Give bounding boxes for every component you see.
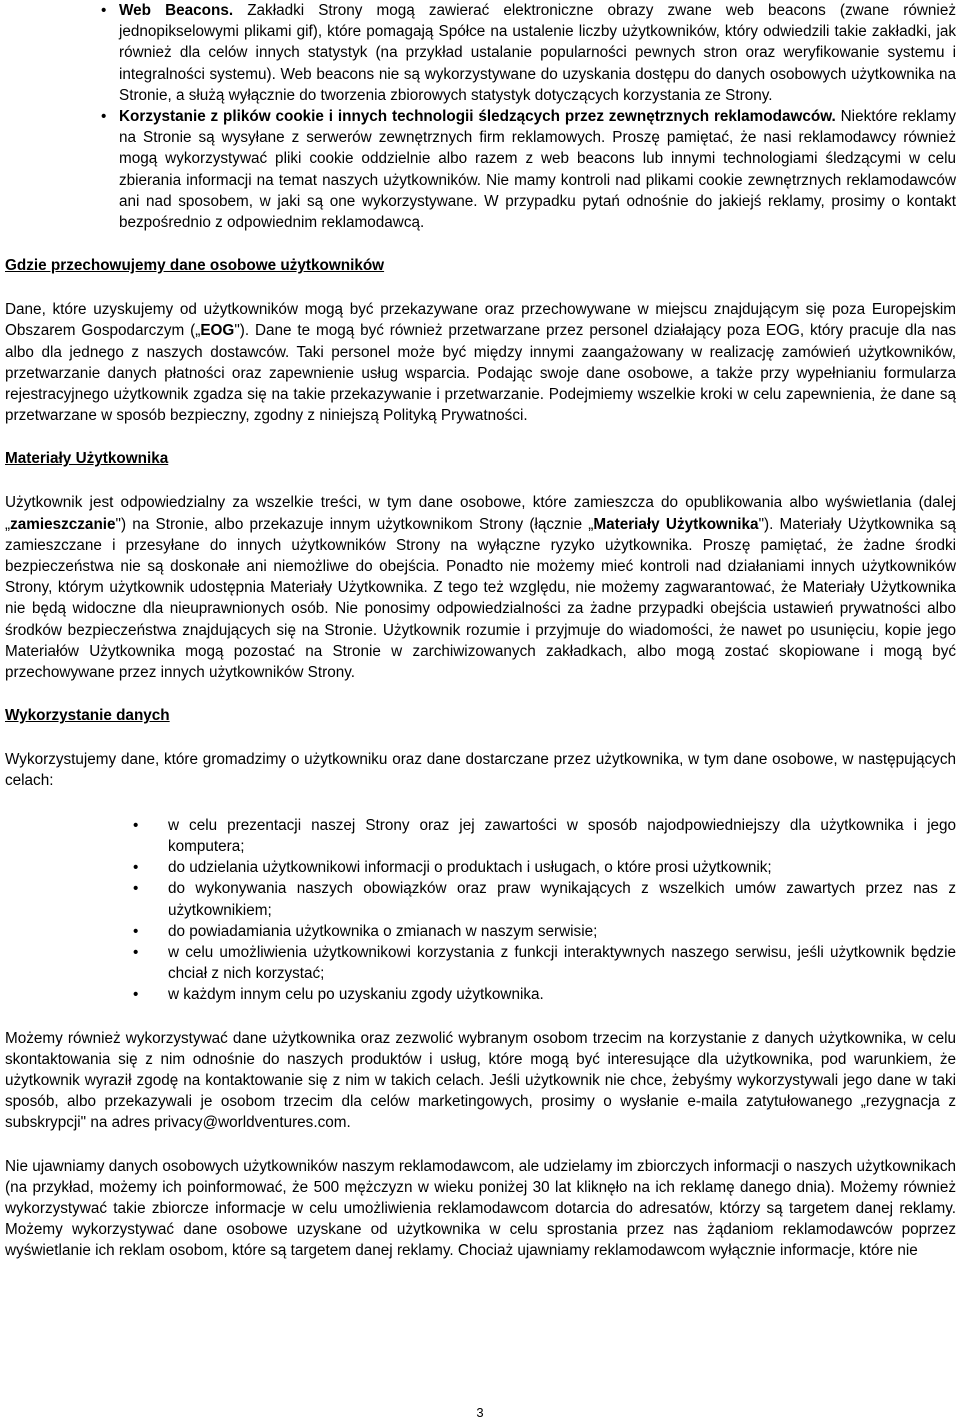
list-item	[5, 878, 956, 920]
bullet-icon: •	[133, 986, 139, 1004]
bullet-list-purposes	[5, 815, 956, 1006]
paragraph-marketing: Możemy również wykorzystywać dane użytkownika oraz zezwolić wybranym osobom trzecim na korzystanie z danych użytkownika, w celu skontaktowania się z nim odnośnie do naszych produktów i usług, które mogą być interesujące dla użytkownika, pod warunkiem, że użytkownik wyraził zgodę na kontaktowanie się z nim w takich celach. Jeśli użytkownik nie chce, żebyśmy wykorzystywali jego dane w taki sposób, albo przekazywali je osobom trzecim dla celów marketingowych, prosimy o wysłanie e-maila zatytułowanego „rezygnacja z subskrypcji" na adres privacy@worldventures.com.	[5, 1029, 956, 1132]
document-page	[5, 0, 956, 1262]
bullet-list-top	[5, 0, 956, 233]
list-item	[5, 942, 956, 984]
list-item-text: w celu prezentacji naszej Strony oraz jej zawartości w sposób najodpowiedniejszy dla użytkownika i jego komputera;	[168, 816, 956, 855]
paragraph-advertisers: Nie ujawniamy danych osobowych użytkowników naszym reklamodawcom, ale udzielamy im zbiorczych informacji o naszych użytkownikach (na przykład, możemy ich poinformować, że 500 mężczyzn w wieku poniżej 30 lat kliknęło na ich reklamę danego dnia). Możemy również wykorzystywać takie zbiorcze informacje w celu umożliwienia reklamodawcom dotarcia do adresatów, którzy są targetem danej reklamy. Możemy wykorzystywać dane osobowe uzyskane od użytkownika w celu sprostania przez nas żądaniom reklamodawców poprzez wyświetlanie ich reklam osobom, które są targetem danej reklamy. Chociaż ujawniamy reklamodawcom wyłącznie informacje, które nie	[5, 1157, 956, 1260]
list-item-text: w celu umożliwienia użytkownikowi korzystania z funkcji interaktywnych naszego serwisu, jeśli użytkownik będzie chciał z nich korzystać;	[168, 943, 956, 983]
list-item-text: do powiadamiania użytkownika o zmianach w naszym serwisie;	[168, 922, 598, 940]
paragraph-data-use-intro: Wykorzystujemy dane, które gromadzimy o użytkowniku oraz dane dostarczane przez użytkownika, w tym dane osobowe, w następujących celach:	[5, 751, 956, 790]
term-eog: EOG	[200, 322, 235, 340]
paragraph-text: "). Materiały Użytkownika są zamieszczane i przesyłane do innych użytkowników Strony na wyłączne ryzyko użytkownika. Proszę pamiętać, że żadne środki bezpieczeństwa nie są doskonałe ani niemożliwe do obejścia. Ponadto nie możemy mieć kontroli nad działaniami innych użytkowników Strony, którym użytkownik udostępnia Materiały Użytkownika. Z tego też względu, nie możemy zagwarantować, że Materiały Użytkownika nie będą widoczne dla nieuprawnionych osób. Nie ponosimy odpowiedzialności za żadne przypadki obejścia ustawień prywatności albo środków bezpieczeństwa znajdujących się na Stronie. Użytkownik rozumie i przyjmuje do wiadomości, że nawet po usunięciu, kopie jego Materiałów Użytkownika mogą pozostać na Stronie w zarchiwizowanych zakładkach, albo mogą zostać skopiowane i mogą być przechowywane przez innych użytkowników Strony.	[5, 515, 957, 682]
list-item	[5, 984, 956, 1005]
list-item-web-beacons	[5, 0, 956, 106]
paragraph-storage	[5, 299, 956, 426]
bullet-icon: •	[133, 816, 139, 834]
bullet-icon: •	[101, 2, 107, 19]
paragraph-user-materials	[5, 492, 956, 683]
list-item-lead: Web Beacons.	[119, 2, 234, 19]
list-item-lead: Korzystanie z plików cookie i innych technologii śledzących przez zewnętrznych reklamodawców.	[119, 108, 836, 126]
list-item	[5, 921, 956, 942]
term-materialy-uzytkownika: Materiały Użytkownika	[593, 515, 759, 533]
paragraph-text: ") na Stronie, albo przekazuje innym użytkownikom Strony (łącznie „	[115, 515, 594, 533]
list-item-text: Zakładki Strony mogą zawierać elektroniczne obrazy zwane web beacons (zwane również jednopikselowymi plikami gif), które pomagają Spółce na ustalenie liczby użytkowników, który odwiedzili takie zakładki, jak również dla celów innych statystyk (na przykład ustalanie popularności pewnych stron oraz weryfikowanie systemu i integralności systemu). Web beacons nie są wykorzystywane do uzyskania dostępu do danych osobowych użytkownika na Stronie, a służą wyłącznie do tworzenia zbiorowych statystyk dotyczących korzystania ze Strony.	[119, 2, 956, 104]
paragraph-text: Użytkownik jest odpowiedzialny za wszelkie treści, w tym dane osobowe, które zamieszcza do opublikowania albo wyświetlania (dalej „	[5, 494, 956, 533]
term-zamieszczanie: zamieszczanie	[10, 515, 116, 533]
section-heading-data-use: Wykorzystanie danych	[5, 707, 170, 725]
paragraph-text: Dane, które uzyskujemy od użytkowników mogą być przekazywane oraz przechowywane w miejscu znajdującym się poza Europejskim Obszarem Gospodarczym („	[5, 301, 956, 340]
page-number: 3	[476, 1405, 484, 1420]
list-item-third-party-cookies	[5, 106, 956, 233]
list-item	[5, 815, 956, 857]
bullet-icon: •	[133, 943, 139, 961]
list-item-text: do udzielania użytkownikowi informacji o produktach i usługach, o które prosi użytkownik;	[168, 859, 772, 877]
bullet-icon: •	[133, 922, 139, 940]
bullet-icon: •	[133, 880, 139, 898]
list-item-text: do wykonywania naszych obowiązków oraz praw wynikających z wszelkich umów zawartych przez nas z użytkownikiem;	[168, 880, 956, 919]
paragraph-text: "). Dane te mogą być również przetwarzane przez personel działający poza EOG, który pracuje dla nas albo dla jednego z naszych dostawców. Taki personel może być między innymi zaangażowany w realizację zamówień użytkowników, przetwarzanie danych płatności oraz zapewnienie usług wsparcia. Podając swoje dane osobowe, a także przy wypełnianiu formularza rejestracyjnego użytkownik zgadza się na takie przekazywanie i przetwarzanie. Podejmiemy wszelkie kroki w celu zapewnienia, że dane są przetwarzane w sposób bezpieczny, zgodny z niniejszą Polityką Prywatności.	[5, 322, 956, 425]
list-item-text: Niektóre reklamy na Stronie są wysyłane z serwerów zewnętrznych firm reklamowych. Proszę pamiętać, że nasi reklamodawcy również mogą wykorzystywać pliki cookie oddzielnie albo razem z web beacons lub innymi technologiami śledzącymi w celu zbierania informacji na temat naszych użytkowników. Nie mamy kontroli nad plikami cookie zewnętrznych reklamodawców ani nad sposobem, w jaki są one wykorzystywane. W przypadku pytań odnośnie do jakiejś reklamy, prosimy o kontakt bezpośrednio z odpowiednim reklamodawcą.	[119, 108, 956, 232]
list-item-text: w każdym innym celu po uzyskaniu zgody użytkownika.	[168, 986, 544, 1004]
bullet-icon: •	[101, 108, 107, 126]
section-heading-user-materials: Materiały Użytkownika	[5, 450, 169, 468]
list-item	[5, 857, 956, 878]
section-heading-storage: Gdzie przechowujemy dane osobowe użytkowników	[5, 257, 385, 275]
bullet-icon: •	[133, 859, 139, 877]
